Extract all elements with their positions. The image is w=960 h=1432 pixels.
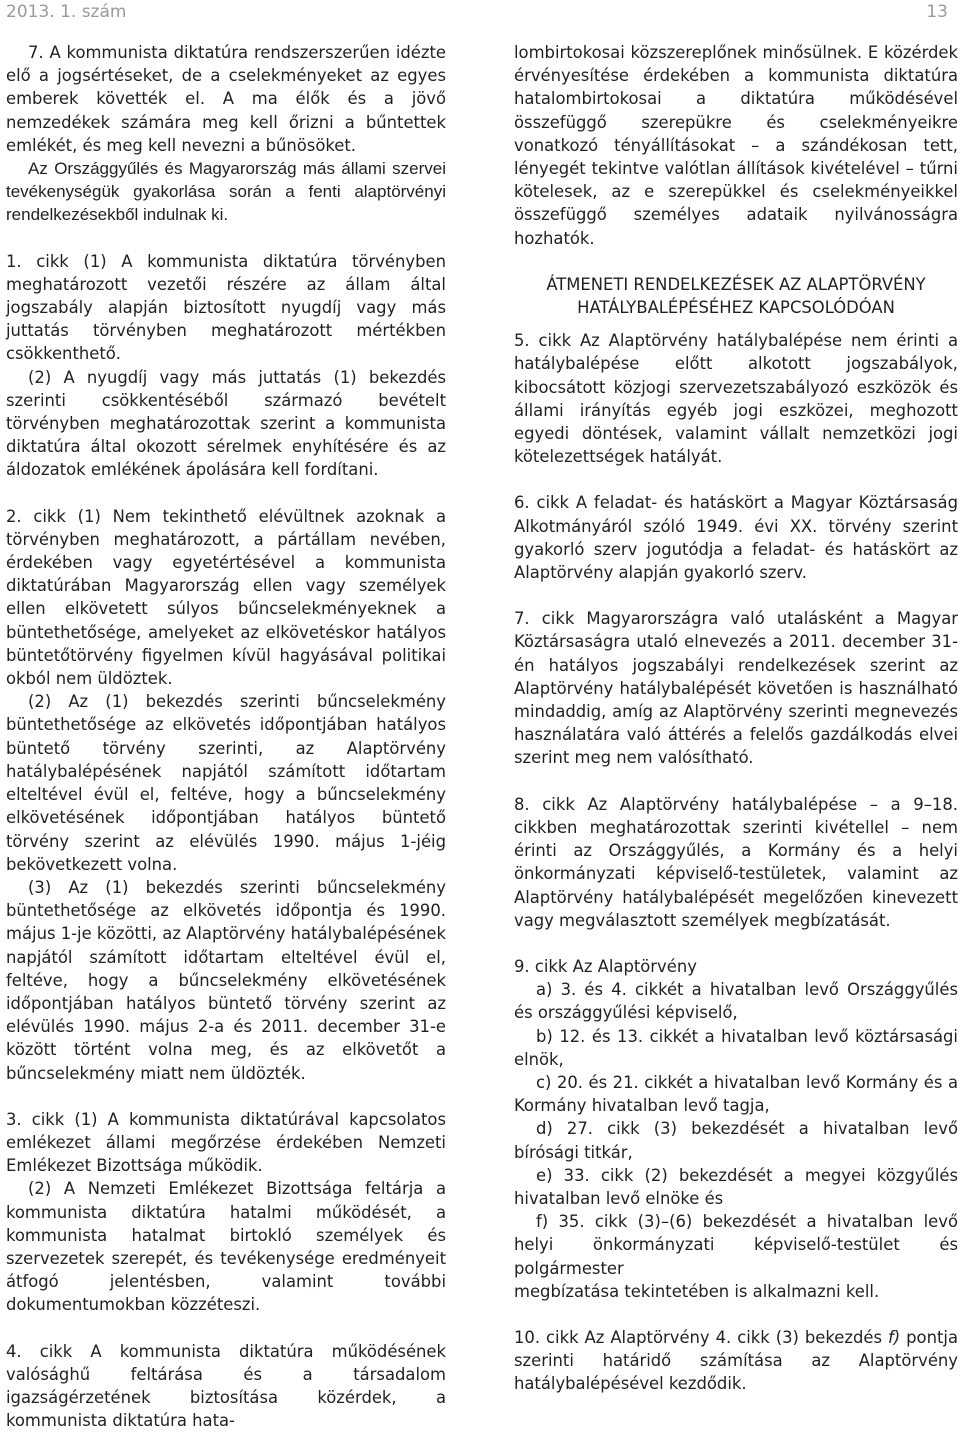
closing-paragraph: Az Országgyűlés és Magyarország más állami szervei tevékenységük gyakorlása során a fenti alaptörvényi rendelkezésekből indulnak ki.	[6, 159, 446, 225]
header-page-number: 13	[926, 2, 948, 22]
section-heading-line-2: HATÁLYBALÉPÉSÉHEZ KAPCSOLÓDÓAN	[577, 298, 895, 318]
section-heading	[514, 273, 958, 319]
article-4-start: 4. cikk A kommunista diktatúra működésének valósághű feltárása és a társadalom igazságérzetének biztosítása közérdek, a kommunista diktatúra hata-	[6, 1341, 446, 1431]
article-7: 7. cikk Magyarországra való utalásként a Magyar Köztársaságra utaló elnevezés a 2011. december 31-én hatályos jogszabályi rendelkezések szerint az Alaptörvény hatálybalépését követően is használható mindaddig, amíg az Alaptörvény szerinti megnevezés használatára való áttérés a felelős gazdálkodás elvei szerint meg nem valósítható.	[514, 609, 958, 768]
item-label: d)	[536, 1119, 553, 1139]
right-column	[514, 39, 958, 1396]
header-left-issue: 2013. 1. szám	[6, 2, 127, 22]
section-heading-line-1: ÁTMENETI RENDELKEZÉSEK AZ ALAPTÖRVÉNY	[546, 274, 926, 294]
article-5: 5. cikk Az Alaptörvény hatálybalépése nem érinti a hatálybalépése előtt alkotott jogszabályok, kibocsátott közjogi szervezetszabályozó eszközök és állami irányítás egyéb jogi eszközei, meghozott egyedi döntések, valamint vállalt nemzetközi jogi kötelezettségek hatályát.	[514, 331, 958, 467]
item-text: 27. cikk (3) bekezdését a hivatalban levő bírósági titkár,	[514, 1119, 958, 1162]
article-3-para-1: 3. cikk (1) A kommunista diktatúrával kapcsolatos emlékezet állami megőrzése érdekében Nemzeti Emlékezet Bizottsága működik.	[6, 1109, 446, 1176]
article-4-continuation: lombirtokosai közszereplőnek minősülnek. E közérdek érvényesítése érdekében a kommunista diktatúra hatalombirtokosai a diktatúra működésével összefüggő szerepükre és cselekményeikre vonatkozó tényállításokat – a szándékosan tett, lényegét tekintve valótlan állítások kivételével – tűrni kötelesek, az e szerepükkel és cselekményeikkel összefüggő személyes adataik nyilvánosságra hozhatók.	[514, 43, 958, 248]
item-text: 3. és 4. cikkét a hivatalban levő Országgyűlés és országgyűlési képviselő,	[514, 980, 958, 1023]
article-9-item-a	[514, 978, 958, 1024]
article-10-start: 10. cikk Az Alaptörvény 4. cikk (3) bekezdés	[514, 1327, 883, 1347]
article-9-item-c	[514, 1071, 958, 1117]
article-1-para-1: 1. cikk (1) A kommunista diktatúra törvényben meghatározott vezetői részére az állam által jogszabály alapján biztosított nyugdíj vagy más juttatás törvényben meghatározott mértékben csökkenthető.	[6, 251, 446, 364]
article-9-intro: 9. cikk Az Alaptörvény	[514, 956, 697, 976]
article-2-para-1: 2. cikk (1) Nem tekinthető elévültnek azoknak a törvényben meghatározott, a pártállam nevében, érdekében vagy egyetértésével a kommunista diktatúrában Magyarország ellen vagy személyek ellen elkövetett súlyos bűncselekményeknek a büntethetősége, amelyeket az elkövetéskor hatályos büntetőtörvény figyelmen kívül hagyásával politikai okból nem üldöztek.	[6, 506, 446, 689]
item-text: 33. cikk (2) bekezdését a megyei közgyűlés hivatalban levő elnöke és	[514, 1165, 958, 1208]
item-label: c)	[536, 1072, 552, 1092]
article-1-para-2: (2) A nyugdíj vagy más juttatás (1) bekezdés szerinti csökkentéséből származó bevételt törvényben meghatározottak szerint a kommunista diktatúra által okozott sérelmek enyhítésére és az áldozatok emlékének ápolására kell fordítani.	[6, 367, 446, 480]
article-3-para-2: (2) A Nemzeti Emlékezet Bizottsága feltárja a kommunista diktatúra hatalmi működését, a kommunista hatalmat birtokló személyek és szervezetek szerepét, és tevékenysége eredményeit átfogó jelentésben, valamint további dokumentumokban közzéteszi.	[6, 1179, 446, 1315]
article-9-list	[514, 978, 958, 1280]
item-label: b)	[536, 1026, 553, 1046]
article-9-end: megbízatása tekintetében is alkalmazni kell.	[514, 1281, 880, 1301]
item-text: 20. és 21. cikkét a hivatalban levő Kormány és a Kormány hivatalban levő tagja,	[514, 1072, 958, 1116]
article-9-item-e	[514, 1164, 958, 1210]
article-9-item-b	[514, 1025, 958, 1071]
article-10-rest: pontja szerinti határidő számítása az Alaptörvény hatálybalépésével kezdődik.	[514, 1327, 959, 1394]
article-8: 8. cikk Az Alaptörvény hatálybalépése – a 9–18. cikkben meghatározottak szerinti kivétellel – nem érinti az Országgyűlés, a Kormány és a helyi önkormányzati képviselő-testületek, valamint az Alaptörvény hatálybalépését megelőzően kinevezett vagy megválasztott személyek megbízatását.	[514, 794, 958, 930]
article-2-para-3: (3) Az (1) bekezdés szerinti bűncselekmény büntethetősége az elkövetés időpontja és 1990. május 1-je közötti, az Alaptörvény hatálybalépésének napjától számított időtartam elteltével évül el, feltéve, hogy a bűncselekmény elkövetésének időpontjában hatályos büntető törvény szerint az elévülés 1990. május 2-a és 2011. december 31-e között történt volna meg, és az elkövetőt a bűncselekmény miatt nem üldözték.	[6, 877, 446, 1083]
paragraph-7: 7. A kommunista diktatúra rendszerszerűen idézte elő a jogsértéseket, de a cselekményeket az egyes emberek követték el. A ma élők és a jövő nemzedékek számára meg kell őrizni a bűntettek emlékét, és meg kell nevezni a bűnösöket.	[6, 43, 446, 155]
article-2-para-2: (2) Az (1) bekezdés szerinti bűncselekmény büntethetősége az elkövetés időpontjában hatályos büntető törvény szerinti, az Alaptörvény hatálybalépésének napjától számított időtartam elteltével évül el, feltéve, hogy a bűncselekmény elkövetésének időpontjában hatályos büntető törvény szerint az elévülés 1990. május 1-jéig bekövetkezett volna.	[6, 692, 446, 874]
item-text: 35. cikk (3)–(6) bekezdését a hivatalban levő helyi önkormányzati képviselő-testület és polgármester	[514, 1212, 958, 1278]
item-label: a)	[536, 980, 553, 1000]
article-6: 6. cikk A feladat- és hatáskört a Magyar Köztársaság Alkotmányáról szóló 1949. évi XX. törvény szerint gyakorló szerv jogutódja a feladat- és hatáskört az Alaptörvény alapján gyakorló szerv.	[514, 493, 958, 583]
item-label: f)	[536, 1212, 549, 1232]
item-label: e)	[536, 1165, 553, 1185]
left-column	[6, 39, 446, 1432]
article-10	[514, 1326, 958, 1396]
item-text: 12. és 13. cikkét a hivatalban levő köztársasági elnök,	[514, 1026, 958, 1069]
article-9-item-f	[514, 1210, 958, 1280]
article-10-point: f)	[888, 1327, 901, 1347]
article-9-item-d	[514, 1117, 958, 1163]
